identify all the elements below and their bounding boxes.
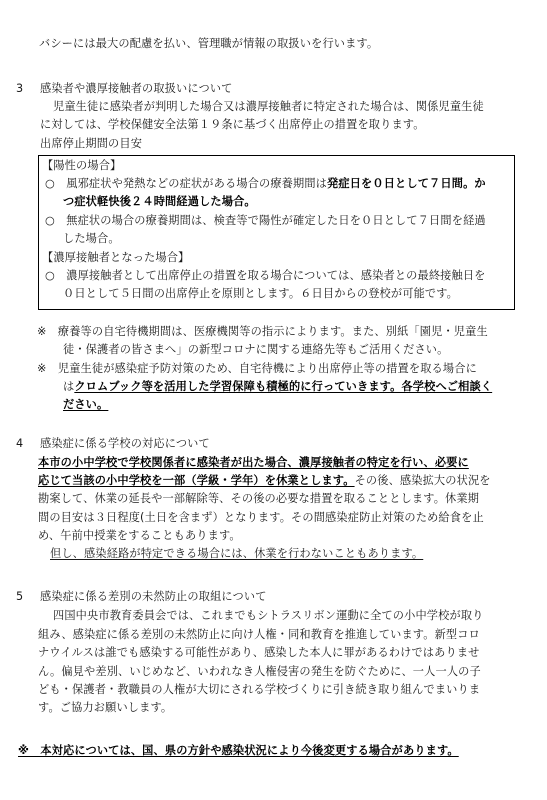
suspension-period-label: 出席停止期間の目安 bbox=[40, 137, 143, 150]
section-3-paragraph-line-2: に対しては、学校保健安全法第１９条に基づく出席停止の措置を取ります。 bbox=[40, 118, 425, 131]
section-3-paragraph-line-1: 児童生徒に感染者が判明した場合又は濃厚接触者に特定された場合は、関係児童生徒 bbox=[53, 100, 484, 113]
section-4-line-6: 但し、感染経路が特定できる場合には、休業を行わないこともあります。 bbox=[50, 547, 424, 560]
section-4-title: 感染症に係る学校の対応について bbox=[40, 437, 210, 450]
close-contact-header: 【濃厚接触者となった場合】 bbox=[42, 251, 190, 264]
section-4-line-2: 応じて当該の小中学校を一部（学級・学年）を休業とします。その後、感染拡大の状況を bbox=[38, 474, 491, 487]
section-5-line-3: ナウイルスは誰でも感染する可能性があり、感染した本人に罪があるわけではありませ bbox=[38, 646, 480, 659]
positive-case-header: 【陽性の場合】 bbox=[42, 159, 122, 172]
section-5-line-4: ん。偏見や差別、いじめなど、いわれなき人権侵害の発生を防ぐために、一人一人の子 bbox=[38, 665, 481, 678]
section-3-number: 3 bbox=[16, 82, 24, 95]
section-4-line-5: め、午前中授業をすることもあります。 bbox=[38, 529, 241, 542]
section-5-number: 5 bbox=[16, 590, 24, 603]
section-4-number: 4 bbox=[16, 437, 24, 450]
section-5-line-6: す。ご協力お願いします。 bbox=[38, 701, 173, 714]
close-contact-line-2: ０日として５日間の出席停止を原則とします。６日目からの登校が可能です。 bbox=[63, 287, 459, 300]
note-2-line-2: はクロムブック等を活用した学習保障も積極的に行っていきます。各学校へご相談く bbox=[63, 380, 493, 393]
section-4-line-3: 勘案して、休業の延長や一部解除等、その後の必要な措置を取ることとします。休業期 bbox=[38, 492, 480, 505]
intro-line: バシーには最大の配慮を払い、管理職が情報の取扱いを行います。 bbox=[39, 37, 379, 50]
close-contact-line-1: ○ 濃厚接触者として出席停止の措置を取る場合については、感染者との最終接触日を bbox=[45, 269, 486, 282]
note-1-line-1: ※ 療養等の自宅待機期間は、医療機関等の指示によります。また、別紙「園児・児童生 bbox=[37, 325, 488, 338]
note-2-line-3: ださい。 bbox=[63, 398, 109, 411]
section-4-line-1: 本市の小中学校で学校関係者に感染者が出た場合、濃厚接触者の特定を行い、必要に bbox=[38, 456, 469, 469]
positive-symptomatic-line-2: つ症状軽快後２４時間経過した場合。 bbox=[63, 195, 256, 208]
section-5-title: 感染症に係る差別の未然防止の取組について bbox=[40, 590, 267, 603]
section-5-line-5: ども・保護者・教職員の人権が大切にされる学校づくりに引き続き取り組んでまいりま bbox=[38, 683, 481, 696]
section-5-line-2: 組み、感染症に係る差別の未然防止に向け人権・同和教育を推進しています。新型コロ bbox=[38, 628, 480, 641]
positive-symptomatic-line-1: ○ 風邪症状や発熱などの症状がある場合の療養期間は発症日を０日として７日間。か bbox=[45, 177, 486, 190]
section-3-title: 感染者や濃厚接触者の取扱いについて bbox=[40, 82, 233, 95]
final-note: ※ 本対応については、国、県の方針や感染状況により今後変更する場合があります。 bbox=[18, 744, 459, 757]
positive-asymptomatic-line-2: した場合。 bbox=[63, 232, 120, 245]
note-1-line-2: 徒・保護者の皆さまへ」の新型コロナに関する連絡先等もご活用ください。 bbox=[63, 343, 449, 356]
section-5-line-1: 四国中央市教育委員会では、これまでもシトラスリボン運動に全ての小中学校が取り bbox=[53, 609, 484, 622]
positive-asymptomatic-line-1: ○ 無症状の場合の療養期間は、検査等で陽性が確定した日を０日として７日間を経過 bbox=[45, 214, 486, 227]
section-4-line-4: 間の目安は３日程度(土日を含まず）となります。その間感染症防止対策のため給食を止 bbox=[38, 511, 484, 524]
note-2-line-1: ※ 児童生徒が感染症予防対策のため、自宅待機により出席停止等の措置を取る場合に bbox=[37, 362, 477, 375]
